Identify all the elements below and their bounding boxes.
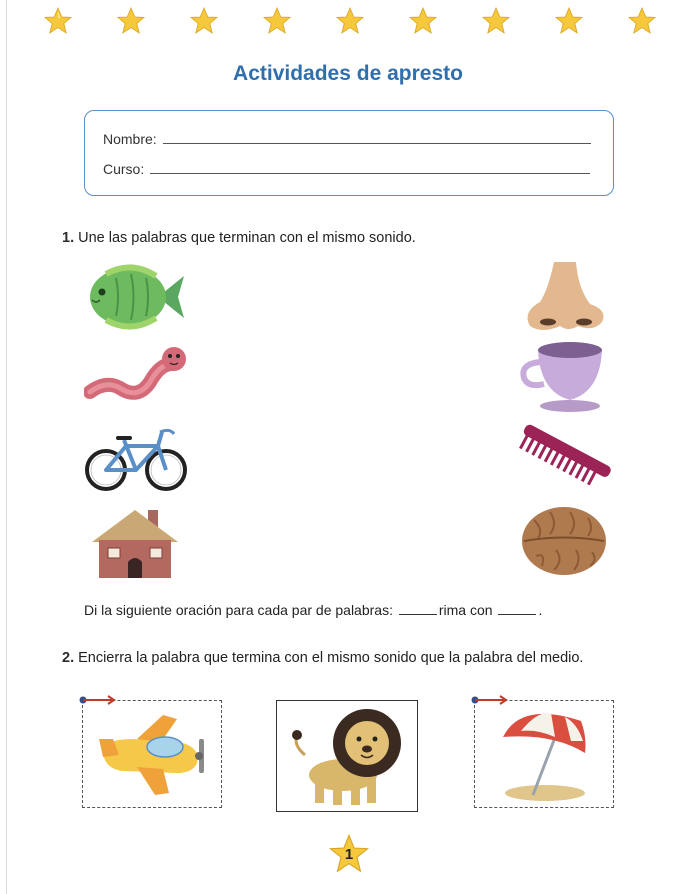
walnut-icon[interactable] xyxy=(520,504,608,578)
arrow-icon xyxy=(78,694,118,706)
worm-icon[interactable] xyxy=(84,342,188,404)
student-info-box xyxy=(84,110,614,196)
beach-umbrella-icon xyxy=(485,707,605,803)
question-2-number: 2. xyxy=(62,650,75,666)
comb-icon[interactable] xyxy=(512,424,616,490)
star-icon xyxy=(189,6,219,36)
course-write-line[interactable] xyxy=(150,173,590,174)
question-1-text: Une las palabras que terminan con el mismo sonido. xyxy=(78,230,416,246)
sentence-start: Di la siguiente oración para cada par de palabras: xyxy=(84,602,393,618)
name-field[interactable] xyxy=(103,131,591,147)
star-icon xyxy=(116,6,146,36)
airplane-option-box[interactable] xyxy=(82,700,222,808)
question-2-text: Encierra la palabra que termina con el mismo sonido que la palabra del medio. xyxy=(78,650,584,666)
star-icon xyxy=(262,6,292,36)
decorative-star-row xyxy=(0,6,696,40)
question-1 xyxy=(62,230,416,246)
page-number: 1 xyxy=(344,846,354,863)
beach-umbrella-option-box[interactable] xyxy=(474,700,614,808)
star-icon xyxy=(408,6,438,36)
fish-icon[interactable] xyxy=(86,262,186,332)
lion-icon xyxy=(287,705,407,809)
sentence-mid: rima con xyxy=(438,602,493,618)
blank-2[interactable] xyxy=(498,614,536,615)
name-write-line[interactable] xyxy=(163,143,591,144)
course-field[interactable] xyxy=(103,161,590,177)
rhyme-sentence xyxy=(84,602,542,618)
arrow-icon xyxy=(470,694,510,706)
page-number-badge xyxy=(329,834,369,874)
course-label: Curso: xyxy=(103,161,145,177)
nose-icon[interactable] xyxy=(520,260,610,334)
star-icon xyxy=(481,6,511,36)
star-icon xyxy=(554,6,584,36)
airplane-icon xyxy=(93,709,213,801)
star-icon xyxy=(43,6,73,36)
sentence-end: . xyxy=(538,602,543,618)
bicycle-icon[interactable] xyxy=(84,426,188,494)
page-title: Actividades de apresto xyxy=(233,62,463,85)
star-icon xyxy=(335,6,365,36)
house-icon[interactable] xyxy=(90,506,180,578)
lion-reference-box xyxy=(276,700,418,812)
question-1-number: 1. xyxy=(62,230,75,246)
blank-1[interactable] xyxy=(399,614,437,615)
name-label: Nombre: xyxy=(103,131,157,147)
star-icon xyxy=(627,6,657,36)
cup-icon[interactable] xyxy=(518,340,610,414)
question-2 xyxy=(62,650,632,667)
page-edge-rule xyxy=(6,0,7,894)
